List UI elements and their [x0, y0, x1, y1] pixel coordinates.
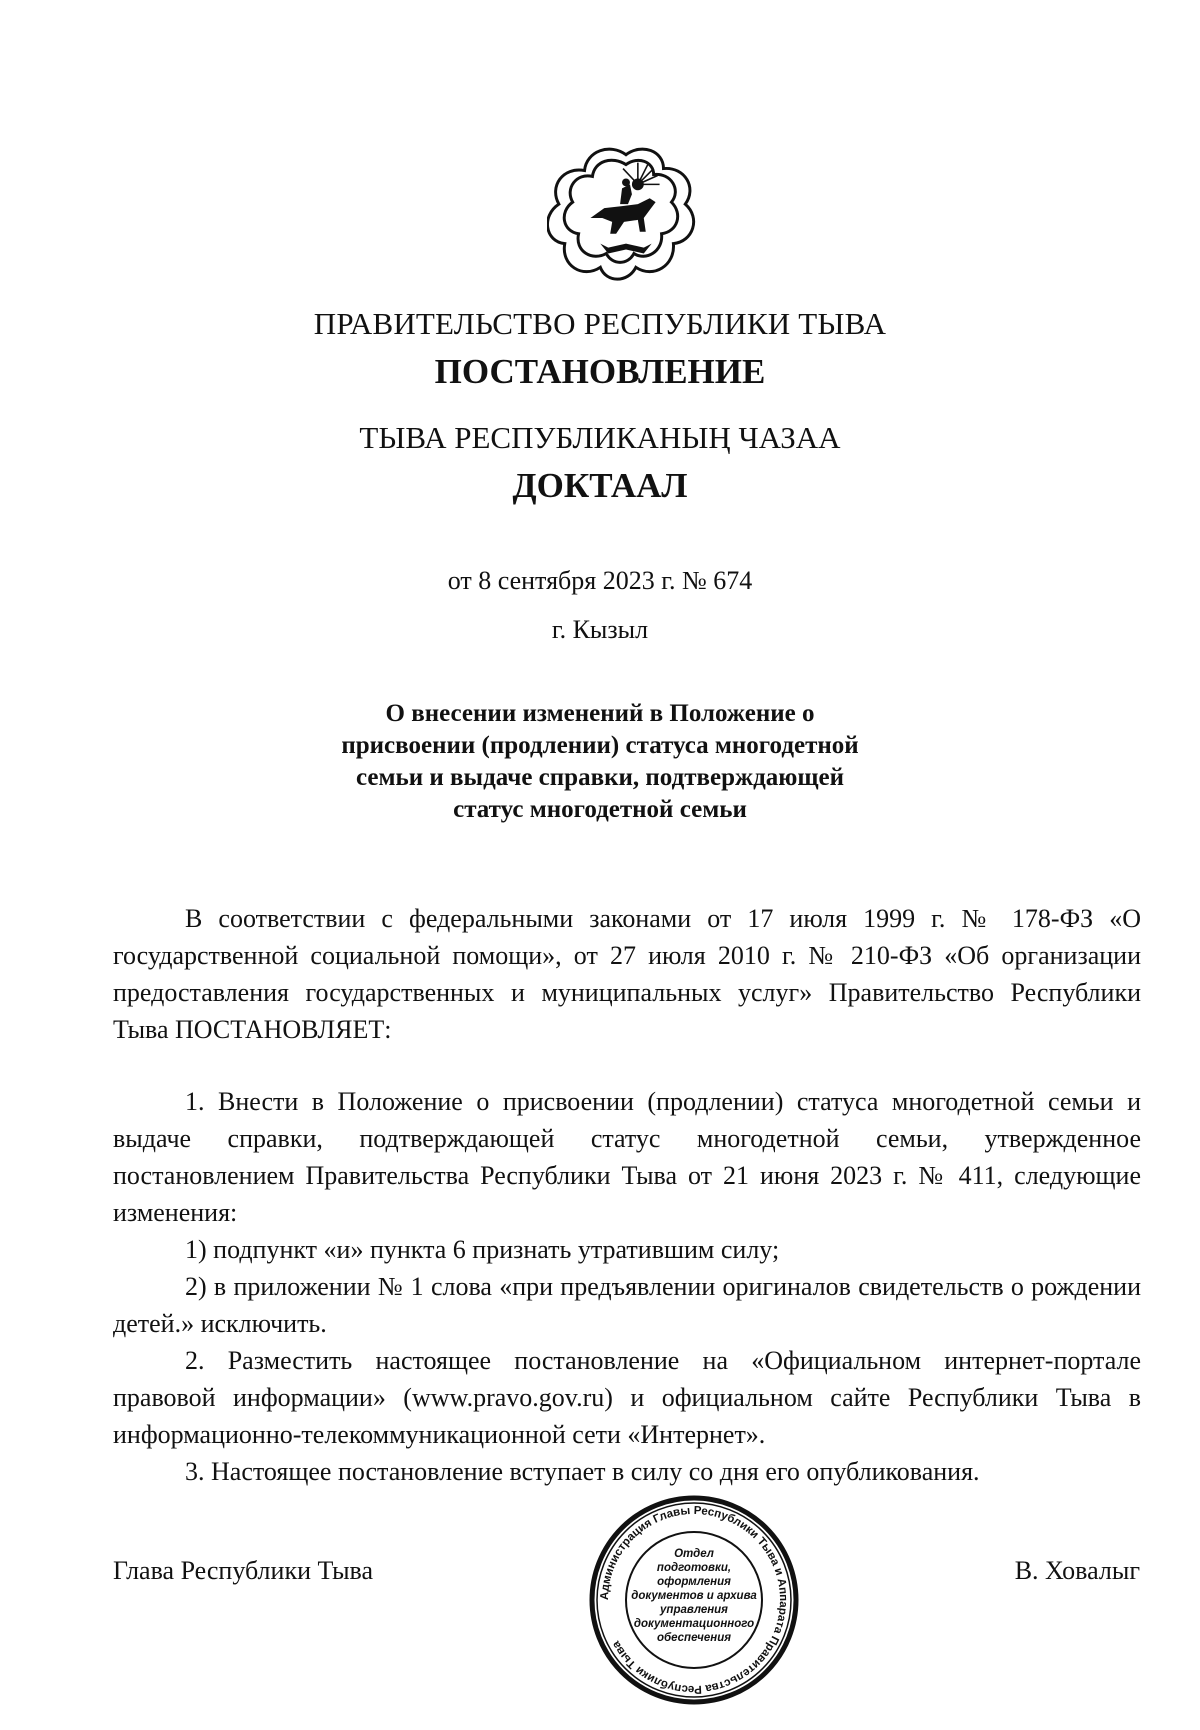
document-city: г. Кызыл: [551, 615, 649, 644]
title-line: О внесении изменений в Положение о: [385, 700, 815, 727]
item-1: 1. Внести в Положение о присвоении (продлении) статуса многодетной семьи и выдаче справки, подтверждающей статус многодетной семьи, утвержденное постановлением Правительства Республики Тыва от 21 июня 2023 г. № 411, следующие изменения:: [113, 1087, 1141, 1227]
item-1-subitem-1: 1) подпункт «и» пункта 6 признать утратившим силу;: [185, 1235, 780, 1264]
item-1-subitem-2: 2) в приложении № 1 слова «при предъявлении оригиналов свидетельств о рождении детей.» исключить.: [113, 1272, 1141, 1338]
item-2: 2. Разместить настоящее постановление на «Официальном интернет-портале правовой информации» (www.pravo.gov.ru) и официальном сайте Республики Тыва в информационно-телекоммуникационной сети «Интернет».: [113, 1346, 1141, 1449]
stamp-line: оформления: [657, 1576, 731, 1588]
official-stamp: [582, 1470, 807, 1730]
stamp-line: управления: [660, 1604, 728, 1616]
resolution-items: [113, 1083, 1141, 1490]
document-type-tyvan: ДОКТААЛ: [512, 466, 688, 505]
document-date-number: от 8 сентября 2023 г. № 674: [447, 566, 753, 595]
document-type: ПОСТАНОВЛЕНИЕ: [434, 352, 766, 391]
government-name-tyvan: ТЫВА РЕСПУБЛИКАНЫҢ ЧАЗАА: [359, 420, 841, 455]
stamp-line: обеспечения: [656, 1632, 732, 1644]
government-name: ПРАВИТЕЛЬСТВО РЕСПУБЛИКИ ТЫВА: [313, 306, 887, 341]
stamp-line: подготовки,: [656, 1562, 732, 1574]
signature-position: Глава Республики Тыва: [113, 1556, 374, 1585]
title-line: присвоении (продлении) статуса многодетной: [341, 732, 859, 759]
preamble: [113, 900, 1141, 1048]
document-title: [300, 698, 900, 826]
preamble-paragraph: В соответствии с федеральными законами от 17 июля 1999 г. № 178-ФЗ «О государственной социальной помощи», от 27 июля 2010 г. № 210-ФЗ «Об организации предоставления государственных и муниципальных услуг» Правительство Республики Тыва ПОСТАНОВЛЯЕТ:: [113, 904, 1141, 1044]
stamp-line: Отдел: [674, 1548, 714, 1560]
coat-of-arms-icon: [547, 138, 705, 288]
stamp-ring-text: Администрация Главы Республики Тыва и Аппарата Правительства Республики Тыва: [598, 1504, 790, 1696]
signature-name: В. Ховалыг: [1014, 1556, 1140, 1585]
item-3: 3. Настоящее постановление вступает в силу со дня его опубликования.: [185, 1457, 980, 1486]
title-line: семьи и выдаче справки, подтверждающей: [356, 764, 844, 791]
stamp-line: документационного: [633, 1618, 755, 1630]
title-line: статус многодетной семьи: [453, 796, 747, 823]
stamp-line: документов и архива: [631, 1590, 757, 1602]
